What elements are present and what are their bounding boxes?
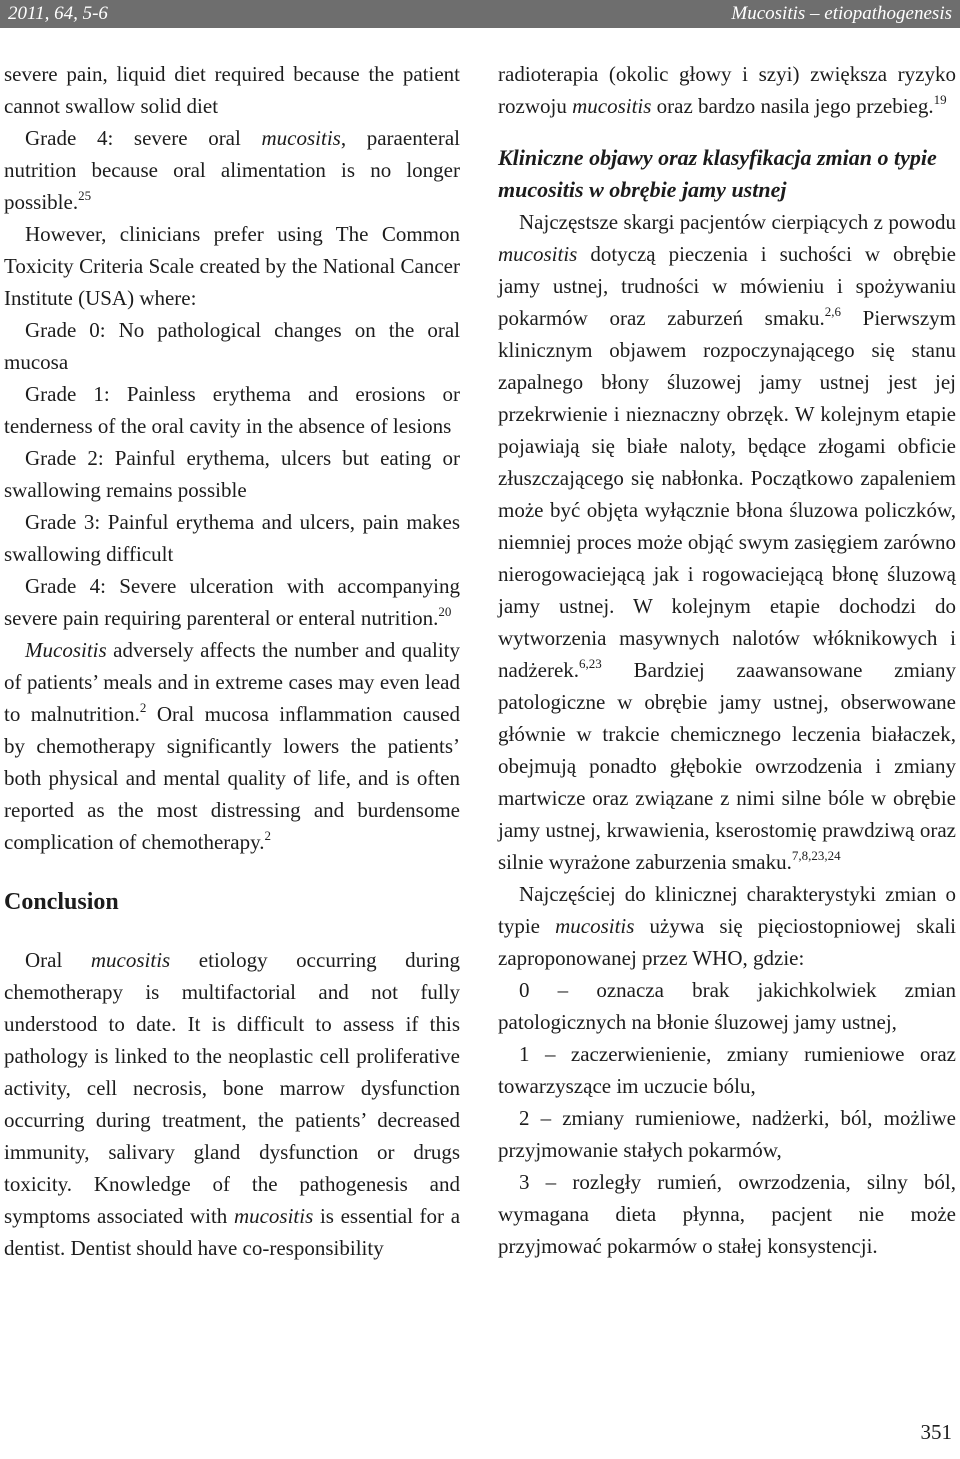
running-title: Mucositis – etiopathogenesis xyxy=(731,3,952,24)
paragraph-conclusion: Oral mucositis etiology occurring during chemotherapy is multifactorial and not fully understood to date. It is difficult to assess if this pathology is linked to the neoplastic cell proliferative activity, cell necrosis, bone marrow dysfunction occurring during treatment, the patients’ decreased immunity, salivary gland dysfunction or drugs toxicity. Knowledge of the pathogenesis and symptoms associated with mucositis is essential for a dentist. Dentist should have co-responsibility xyxy=(4,948,461,1260)
paragraph-grade4: Grade 4: severe oral mucositis, paraenteral nutrition because oral alimentation is no longer possible.$^{25}$ xyxy=(4,126,460,214)
page-number: 351 xyxy=(920,1420,952,1444)
who-grade-0: 0 – oznacza brak jakichkolwiek zmian patologicznych na błonie śluzowej jamy ustnej, xyxy=(498,978,956,1034)
paragraph-ctc-scale: However, clinicians prefer using The Common Toxicity Criteria Scale created by the National Cancer Institute (USA) where: xyxy=(4,222,460,310)
who-grade-3: 3 – rozległy rumień, owrzodzenia, silny ból, wymagana dieta płynna, pacjent nie może przyjmować pokarmów o stałej konsystencji. xyxy=(498,1170,956,1258)
who-grade-1: 1 – zaczerwienienie, zmiany rumieniowe oraz towarzyszące im uczucie bólu, xyxy=(498,1042,956,1098)
who-grade-2: 2 – zmiany rumieniowe, nadżerki, ból, możliwe przyjmowanie stałych pokarmów, xyxy=(498,1106,956,1162)
paragraph-mucositis-effects: Mucositis adversely affects the number and quality of patients’ meals and in extreme cases may even lead to malnutrition.$^2$ Oral mucosa inflammation caused by chemotherapy significantly lowers the patients’ both physical and mental quality of life, and is often reported as the most distressing and burdensome complication of chemotherapy.$^2$ xyxy=(4,638,461,854)
grade-0: Grade 0: No pathological changes on the oral mucosa xyxy=(4,318,460,374)
conclusion-heading: Conclusion xyxy=(4,889,119,915)
right-column xyxy=(498,58,956,1262)
paragraph-who-scale: Najczęściej do klinicznej charakterystyki zmian o typie mucositis używa się pięciostopniowej skali zaproponowanej przez WHO, gdzie: xyxy=(498,882,956,970)
paragraph-severe-pain: severe pain, liquid diet required because the patient cannot swallow solid diet xyxy=(4,62,460,118)
paragraph-radiotherapy: radioterapia (okolic głowy i szyi) zwiększa ryzyko rozwoju mucositis oraz bardzo nasila jego przebieg.$^{19}$ xyxy=(498,62,956,118)
grade-1: Grade 1: Painless erythema and erosions or tenderness of the oral cavity in the absence of lesions xyxy=(4,382,460,438)
grade-3: Grade 3: Painful erythema and ulcers, pain makes swallowing difficult xyxy=(4,510,460,566)
left-column xyxy=(4,58,460,1264)
journal-citation: 2011, 64, 5-6 xyxy=(8,3,108,24)
grade-4: Grade 4: Severe ulceration with accompanying severe pain requiring parenteral or enteral nutrition.$^{20}$ xyxy=(4,574,460,630)
section-heading: Kliniczne objawy oraz klasyfikacja zmian o typie mucositis w obrębie jamy ustnej xyxy=(498,145,937,202)
paragraph-symptoms: Najczęstsze skargi pacjentów cierpiących z powodu mucositis dotyczą pieczenia i suchości w obrębie jamy ustnej, trudności w mówieniu i spożywaniu pokarmów oraz zaburzeń smaku.$^{2,6}$ Pierwszym klinicznym objawem rozpoczynającego się stanu zapalnego błony śluzowej jamy ustnej jest jej przekrwienie i nieznaczny obrzęk. W kolejnym etapie pojawiają się białe naloty, będące złogami obficie złuszczającego się nabłonka. Początkowo zapaleniem może być objęta wyłącznie błona śluzowa policzków, niemniej proces może objąć swym zasięgiem zarówno nierogowaciejącą jak i rogowaciejącą błonę śluzową jamy ustnej. W kolejnym etapie dochodzi do wytworzenia masywnych nalotów włóknikowych i nadżerek.$^{6,23}$ Bardziej zaawansowane zmiany patologiczne w obrębie jamy ustnej, obserwowane głównie w trakcie chemicznego leczenia białaczek, obejmują ponadto głębokie owrzodzenia i zmiany martwicze oraz związane z nimi silne bóle w obrębie jamy ustnej, krwawienia, kserostomię prawdziwą oraz silnie wyrażone zaburzenia smaku.$^{7,8,23,24}$ xyxy=(498,210,956,874)
running-header xyxy=(0,0,960,28)
grade-2: Grade 2: Painful erythema, ulcers but eating or swallowing remains possible xyxy=(4,446,460,502)
